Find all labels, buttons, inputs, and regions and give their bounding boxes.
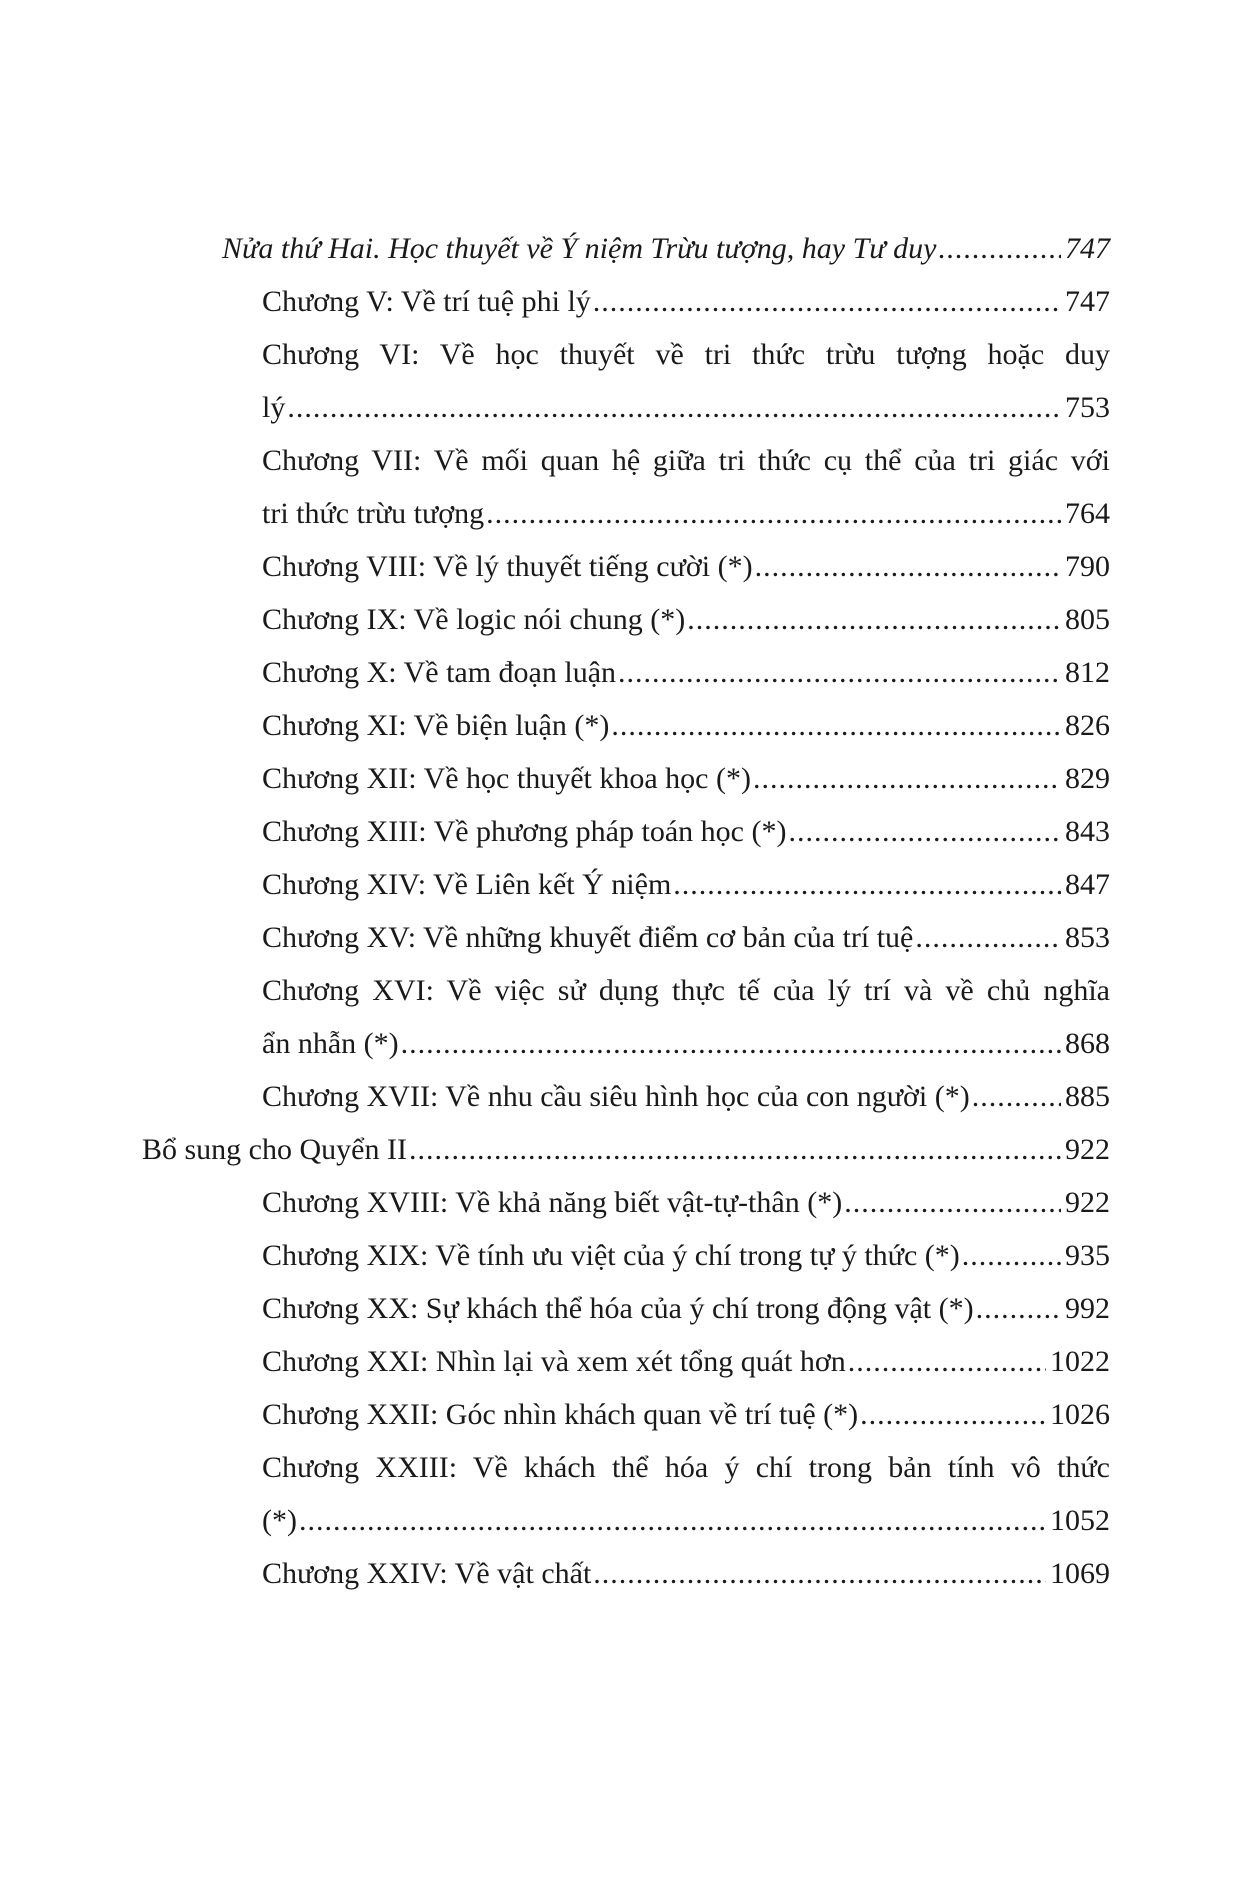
toc-page-number: 747 [1065, 232, 1110, 265]
toc-page-number: 922 [1065, 1186, 1110, 1219]
chapter-list-a [0, 275, 1260, 1123]
toc-page-number: 935 [1065, 1239, 1110, 1272]
toc-page-number: 885 [1065, 1080, 1110, 1113]
leader-dots [593, 1547, 1046, 1600]
toc-chapter-entry [262, 752, 1110, 805]
toc-chapter-entry [262, 1335, 1110, 1388]
leader-dots [593, 275, 1061, 328]
toc-entry-title: (*) [262, 1504, 297, 1537]
toc-chapter-entry [262, 328, 1110, 434]
toc-entry-title: Chương XIII: Về phương pháp toán học (*) [262, 815, 787, 848]
toc-entry-title: Chương XI: Về biện luận (*) [262, 709, 610, 742]
toc-page-number: 1069 [1050, 1557, 1110, 1590]
leader-dots [618, 646, 1061, 699]
toc-entry-title: Chương XXI: Nhìn lại và xem xét tổng quát hơn [262, 1345, 846, 1378]
toc-entry-title: Bổ sung cho Quyển II [142, 1133, 407, 1166]
leader-dots [915, 911, 1061, 964]
leader-dots [486, 487, 1061, 540]
toc-chapter-entry [262, 911, 1110, 964]
leader-dots [976, 1282, 1061, 1335]
leader-dots [972, 1070, 1061, 1123]
toc-entry-title: Chương XVIII: Về khả năng biết vật-tự-thân (*) [262, 1186, 843, 1219]
toc-page-number: 790 [1065, 550, 1110, 583]
toc-page-number: 922 [1065, 1133, 1110, 1166]
toc-chapter-entry [262, 1441, 1110, 1547]
toc-page-number: 829 [1065, 762, 1110, 795]
leader-dots [673, 858, 1061, 911]
leader-dots [299, 1494, 1046, 1547]
toc-chapter-entry [262, 540, 1110, 593]
leader-dots [848, 1335, 1046, 1388]
toc-page-number: 853 [1065, 921, 1110, 954]
leader-dots [409, 1123, 1061, 1176]
toc-entry-title-line: Chương XVI: Về việc sử dụng thực tế của lý trí và về chủ nghĩa [262, 974, 1110, 1007]
toc-chapter-entry [262, 1282, 1110, 1335]
toc-page-number: 843 [1065, 815, 1110, 848]
toc-chapter-entry [262, 275, 1110, 328]
toc-chapter-entry [262, 964, 1110, 1070]
toc-chapter-entry [262, 1547, 1110, 1600]
toc-entry-title: lý [262, 391, 286, 424]
table-of-contents [0, 222, 1260, 1600]
toc-entry-title-line: Chương XXIII: Về khách thể hóa ý chí trong bản tính vô thức [262, 1451, 1110, 1484]
toc-page-number: 1026 [1050, 1398, 1110, 1431]
toc-section-heading [142, 1123, 1110, 1176]
toc-entry-title-line: Chương VI: Về học thuyết về tri thức trừu tượng hoặc duy [262, 338, 1110, 371]
toc-chapter-entry [262, 805, 1110, 858]
toc-entry-title: Chương XIX: Về tính ưu việt của ý chí trong tự ý thức (*) [262, 1239, 960, 1272]
toc-page-number: 753 [1065, 391, 1110, 424]
leader-dots [687, 593, 1061, 646]
toc-page-number: 868 [1065, 1027, 1110, 1060]
toc-chapter-entry [262, 858, 1110, 911]
toc-chapter-entry [262, 434, 1110, 540]
leader-dots [755, 540, 1061, 593]
toc-entry-title: Chương XIV: Về Liên kết Ý niệm [262, 868, 672, 901]
leader-dots [287, 381, 1061, 434]
toc-page-number: 992 [1065, 1292, 1110, 1325]
toc-entry-title: Chương XXIV: Về vật chất [262, 1557, 592, 1590]
toc-entry-title: Chương VIII: Về lý thuyết tiếng cười (*) [262, 550, 753, 583]
toc-chapter-entry [262, 593, 1110, 646]
toc-chapter-entry [262, 1229, 1110, 1282]
toc-chapter-entry [262, 1070, 1110, 1123]
toc-chapter-entry [262, 646, 1110, 699]
toc-entry-title: ẩn nhẫn (*) [262, 1027, 399, 1060]
leader-dots [611, 699, 1061, 752]
toc-chapter-entry [262, 1176, 1110, 1229]
toc-page-number: 847 [1065, 868, 1110, 901]
toc-page-number: 1052 [1050, 1504, 1110, 1537]
toc-page-number: 1022 [1050, 1345, 1110, 1378]
toc-entry-title: Chương X: Về tam đoạn luận [262, 656, 617, 689]
toc-entry-title: Chương XII: Về học thuyết khoa học (*) [262, 762, 751, 795]
toc-page-number: 764 [1065, 497, 1110, 530]
toc-entry-title: tri thức trừu tượng [262, 497, 485, 530]
toc-entry-title: Chương XV: Về những khuyết điểm cơ bản của trí tuệ [262, 921, 914, 954]
toc-entry-title: Chương V: Về trí tuệ phi lý [262, 285, 591, 318]
leader-dots [788, 805, 1061, 858]
toc-entry-title: Chương XXII: Góc nhìn khách quan về trí tuệ (*) [262, 1398, 859, 1431]
toc-entry-title: Chương XX: Sự khách thể hóa của ý chí trong động vật (*) [262, 1292, 974, 1325]
toc-page-number: 805 [1065, 603, 1110, 636]
toc-chapter-entry [262, 699, 1110, 752]
toc-entry-title: Chương XVII: Về nhu cầu siêu hình học của con người (*) [262, 1080, 970, 1113]
leader-dots [401, 1017, 1061, 1070]
toc-part-heading [222, 222, 1110, 275]
toc-entry-title: Chương IX: Về logic nói chung (*) [262, 603, 686, 636]
leader-dots [860, 1388, 1046, 1441]
chapter-list-b [0, 1176, 1260, 1600]
leader-dots [938, 222, 1061, 275]
leader-dots [844, 1176, 1061, 1229]
toc-page-number: 812 [1065, 656, 1110, 689]
toc-page-number: 747 [1065, 285, 1110, 318]
leader-dots [962, 1229, 1061, 1282]
toc-entry-title-line: Chương VII: Về mối quan hệ giữa tri thức cụ thể của tri giác với [262, 444, 1110, 477]
leader-dots [753, 752, 1061, 805]
toc-page-number: 826 [1065, 709, 1110, 742]
toc-chapter-entry [262, 1388, 1110, 1441]
toc-entry-title: Nửa thứ Hai. Học thuyết về Ý niệm Trừu tượng, hay Tư duy [222, 232, 937, 265]
